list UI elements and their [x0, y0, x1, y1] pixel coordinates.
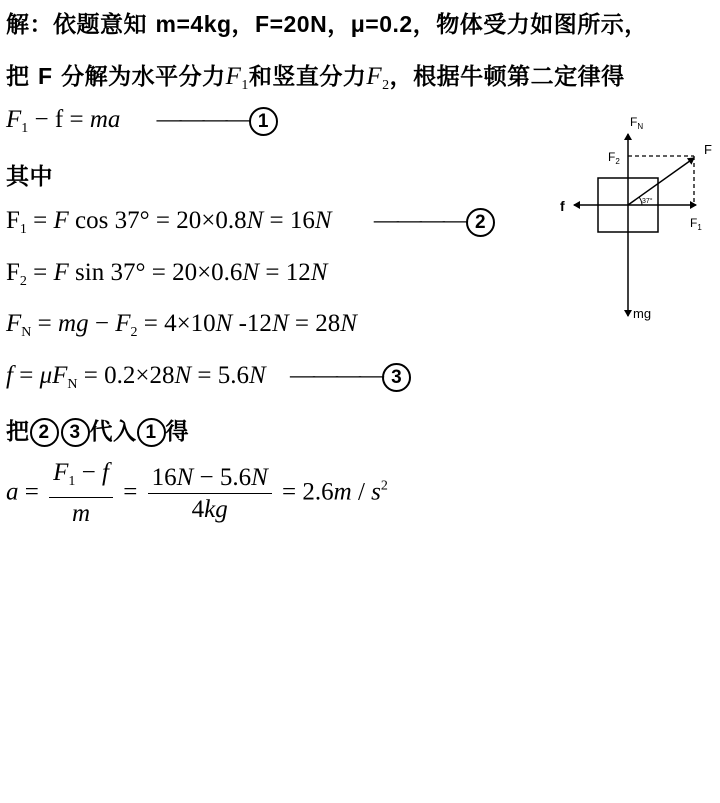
label-fn: $F_N$: [630, 115, 644, 131]
equation-2: $F_1 = F$ cos 37° = 20×0.8N = 16N ———— 2: [6, 207, 495, 238]
label-mg: mg: [633, 306, 652, 321]
circled-1: 1: [249, 107, 278, 136]
solution-intro: 解：依题意知 m=4kg，F=20N，μ=0.2，物体受力如图所示，: [6, 11, 648, 38]
circled-2: 2: [466, 208, 495, 237]
circled-2: 2: [30, 418, 59, 447]
circled-3: 3: [382, 363, 411, 392]
label-angle: 37°: [642, 198, 653, 205]
label-f2: $F_2$: [608, 150, 620, 166]
fraction-2: $\frac{16N - 5.6N}{4kg}$: [148, 463, 272, 526]
decomposition-text: 把 F 分解为水平分力$F_1$和竖直分力$F_2$，根据牛顿第二定律得: [6, 63, 625, 93]
circled-3: 3: [61, 418, 90, 447]
final-equation: a = $\frac{F_1 - f}{m}$ = $\frac{16N - 5.6N}{4kg}$ = $2.6m / s^2$: [6, 458, 388, 530]
given-values: m=4kg，F=20N，μ=0.2: [155, 11, 413, 37]
substitution-text: 把 2 3 代入 1 得: [6, 419, 189, 445]
label-f1: $F_1$: [690, 216, 702, 232]
circled-1: 1: [137, 418, 166, 447]
equation-5: $f = \mu F_N = 0.2\times 28N = 5.6N$ ———— 3: [6, 362, 411, 393]
label-friction: f: [560, 198, 565, 214]
qizhong-label: 其中: [6, 164, 53, 190]
applied-force-arrow: [628, 158, 694, 205]
fraction-1: $\frac{F_1 - f}{m}$: [49, 458, 113, 530]
force-diagram: [558, 108, 720, 330]
label-f: F: [704, 142, 712, 157]
equation-4: $F_N$ = mg − $F_2 = 4\times 10N$ -12N = 28N: [6, 310, 357, 340]
equation-3: $F_2 = F$ sin 37° = 20×0.6N = 12N: [6, 259, 328, 289]
equation-1: $F_1 - f$ = ma ———— 1: [6, 106, 278, 137]
